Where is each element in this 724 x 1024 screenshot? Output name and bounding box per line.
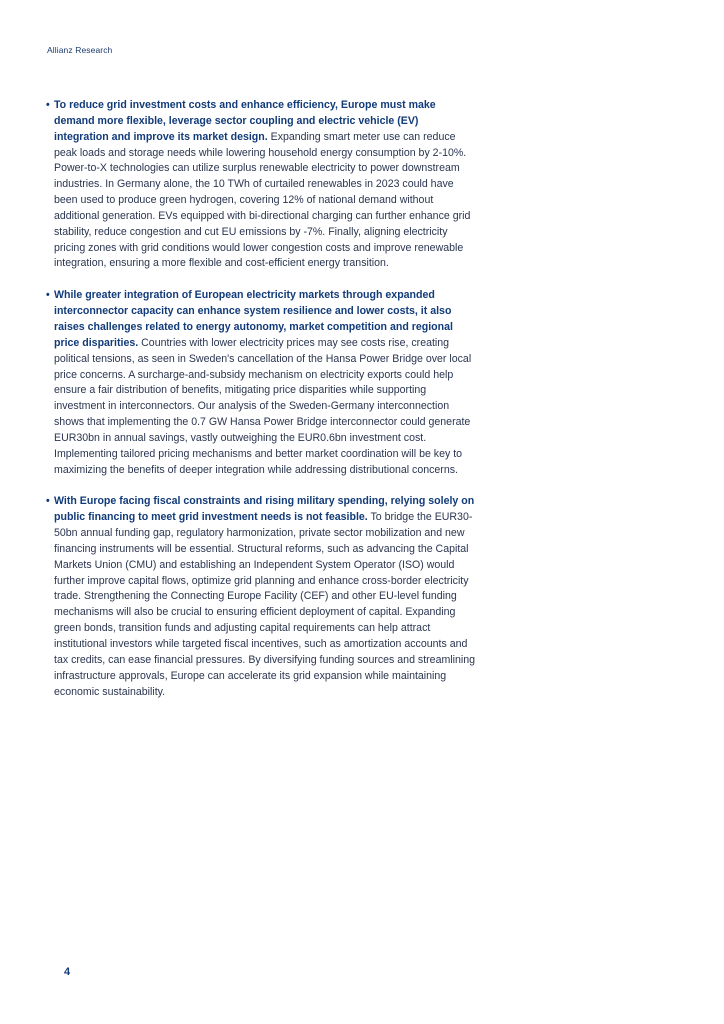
bullet-lead-text: While greater integration of European electricity markets through expanded interconnector capacity can enhance system resilience and lower costs, it also raises challenges related to energy autonomy, market competition and regional price disparities. <box>54 289 453 349</box>
bullet-body-text: Expanding smart meter use can reduce peak loads and storage needs while lowering household energy consumption by 2-10%. Power-to-X technologies can utilize surplus renewable electricity to power downstream industries. In Germany alone, the 10 TWh of curtailed renewables in 2023 could have been used to produce green hydrogen, covering 12% of national demand without additional generation. EVs equipped with bi-directional charging can further enhance grid stability, reduce congestion and cut EU emissions by -7%. Finally, aligning electricity pricing zones with grid conditions would lower congestion costs and improve renewable integration, ensuring a more flexible and cost-efficient energy transition. <box>54 130 471 270</box>
bullet-body-text: To bridge the EUR30-50bn annual funding gap, regulatory harmonization, private sector mobilization and new financing instruments will be essential. Structural reforms, such as advancing the Capital Markets Union (CMU) and establishing an Independent System Operator (ISO) would further improve capital flows, optimize grid planning and enhance cross-border electricity trade. Strengthening the Connecting Europe Facility (CEF) and other EU-level funding mechanisms will also be crucial to ensuring efficient deployment of capital. Expanding green bonds, transition funds and adjusting capital requirements can help attract institutional investors while targeted fiscal incentives, such as amortization accounts and tax credits, can ease financial pressures. By diversifying funding sources and streamlining infrastructure approvals, Europe can accelerate its grid expansion while maintaining economic sustainability. <box>54 511 476 698</box>
bullet-financing <box>46 494 476 700</box>
main-content <box>46 98 476 700</box>
bullet-marker: • <box>46 289 50 302</box>
bullet-lead-text: To reduce grid investment costs and enhance efficiency, Europe must make demand more flexible, leverage sector coupling and electric vehicle (EV) integration and improve its market design. <box>54 99 436 143</box>
bullet-lead-text: With Europe facing fiscal constraints and rising military spending, relying solely on public financing to meet grid investment needs is not feasible. <box>54 495 475 524</box>
bullet-marker: • <box>46 495 50 508</box>
bullet-demand-flexibility <box>46 98 476 272</box>
bullet-body-text: Countries with lower electricity prices may see costs rise, creating political tensions, as seen in Sweden's cancellation of the Hansa Power Bridge over local price concerns. A surcharge-and-subsidy mechanism on electricity exports could help ensure a fair distribution of benefits, mitigating price disparities while supporting investment in interconnectors. Our analysis of the Sweden-Germany interconnection shows that implementing the 0.7 GW Hansa Power Bridge interconnector could generate EUR30bn in annual savings, vastly outweighing the EUR0.6bn investment cost. Implementing tailored pricing mechanisms and better market coordination will be key to maximizing the benefits of deeper integration while addressing distributional concerns. <box>54 336 472 476</box>
running-header: Allianz Research <box>47 45 113 55</box>
bullet-marker: • <box>46 99 50 111</box>
page-number: 4 <box>64 966 71 978</box>
bullet-market-integration <box>46 288 476 478</box>
